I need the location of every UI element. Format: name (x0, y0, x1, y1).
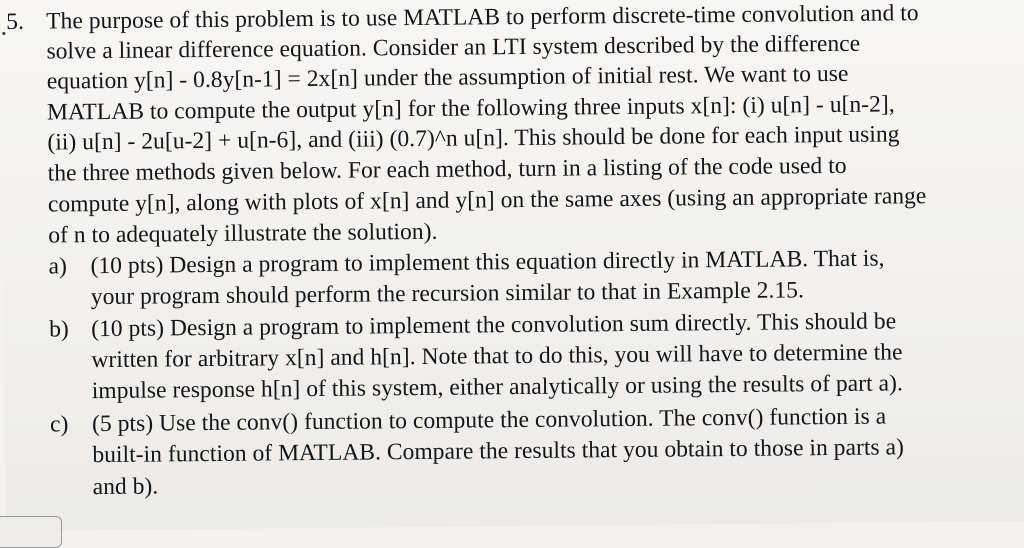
part-b-label: b) (49, 316, 69, 343)
part-c-text-line: built-in function of MATLAB. Compare the results that you obtain to those in parts a) (92, 434, 905, 469)
problem-text-line: the three methods given below. For each method, turn in a listing of the code used to (47, 152, 847, 187)
part-a-text-line: (10 pts) Design a program to implement this equation directly in MATLAB. That is, (90, 245, 885, 280)
problem-text-line: MATLAB to compute the output y[n] for the following three inputs x[n]: (i) u[n] - u[n-2], (46, 91, 895, 126)
problem-text-line: (ii) u[n] - 2u[u-2] + u[n-6], and (iii) (0.7)^n u[n]. This should be done for each input using (47, 121, 900, 156)
part-c-text-line: and b). (92, 473, 159, 501)
problem-text-line: equation y[n] - 0.8y[n-1] = 2x[n] under the assumption of initial rest. We want to use (46, 60, 849, 95)
problem-text-line: The purpose of this problem is to use MATLAB to perform discrete-time convolution and to (46, 0, 919, 35)
problem-text-line: of n to adequately illustrate the solution). (48, 218, 438, 249)
part-b-text-line: (10 pts) Design a program to implement the convolution sum directly. This should be (91, 308, 897, 343)
problem-text-line: compute y[n], along with plots of x[n] and y[n] on the same axes (using an appropriate range (47, 183, 927, 218)
bullet-dot (2, 32, 5, 35)
part-b-text-line: written for arbitrary x[n] and h[n]. Note that to do this, you will have to determine the (91, 339, 903, 374)
part-a-text-line: your program should perform the recursion similar to that in Example 2.15. (90, 277, 805, 311)
corner-box-decoration (0, 516, 62, 548)
part-a-label: a) (48, 253, 68, 280)
part-c-label: c) (49, 411, 69, 438)
problem-number: 5. (6, 8, 25, 35)
problem-text-line: solve a linear difference equation. Consider an LTI system described by the difference (46, 30, 861, 65)
part-b-text-line: impulse response h[n] of this system, either analytically or using the results of part a). (91, 370, 904, 405)
part-c-text-line: (5 pts) Use the conv() function to compute the convolution. The conv() function is a (91, 403, 887, 438)
